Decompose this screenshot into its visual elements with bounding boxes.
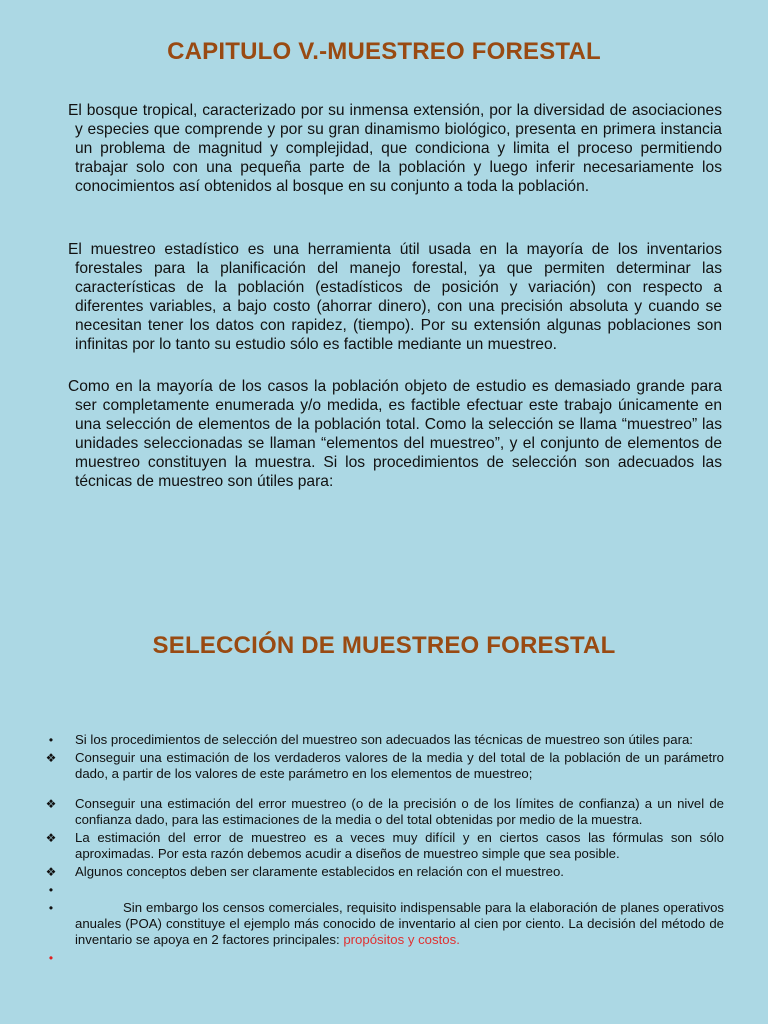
list-item [44,950,724,966]
highlight-text: propósitos y costos. [343,932,460,947]
list-item [44,900,724,948]
list-item-text: Algunos conceptos deben ser claramente establecidos en relación con el muestreo. [75,864,564,879]
list-item [44,796,724,828]
paragraph-intro: El bosque tropical, caracterizado por su inmensa extensión, por la diversidad de asociaciones y especies que comprende y por su gran dinamismo biológico, presenta en primera instancia un problema de magnitud y complejidad, que condiciona y limita el proceso permitiendo trabajar solo con una pequeña parte de la población y luego inferir necesariamente los conocimientos así obtenidos al bosque en su conjunto a toda la población. [68,102,722,195]
list-item-text: Si los procedimientos de selección del muestreo son adecuados las técnicas de muestreo son útiles para: [75,732,693,747]
chapter-title: CAPITULO V.-MUESTREO FORESTAL [167,38,601,65]
list-item [44,882,724,898]
list-item-text: Conseguir una estimación de los verdaderos valores de la media y del total de la población de un parámetro dado, a partir de los valores de este parámetro en los elementos de muestreo; [75,750,724,781]
list-item [44,732,724,748]
red-bullet-icon: • [48,951,54,965]
section-title: SELECCIÓN DE MUESTREO FORESTAL [152,632,616,659]
diamond-bullet-icon: ❖ [45,751,57,765]
diamond-bullet-icon: ❖ [45,865,57,879]
list-item [44,864,724,880]
list-item-text: La estimación del error de muestreo es a veces muy difícil y en ciertos casos las fórmulas son sólo aproximadas. Por esta razón debemos acudir a diseños de muestreo simple que sea posible. [75,830,724,861]
bullet-icon: • [48,733,54,747]
diamond-bullet-icon: ❖ [45,831,57,845]
sampling-list [44,732,724,968]
list-item-text: Conseguir una estimación del error muestreo (o de la precisión o de los límites de confianza) a un nivel de confianza dado, para las estimaciones de la media o del total obtenidas por medio de la muestra. [75,796,724,827]
list-item [44,750,724,782]
bullet-icon: • [48,901,54,915]
diamond-bullet-icon: ❖ [45,797,57,811]
list-item-text: Sin embargo los censos comerciales, requisito indispensable para la elaboración de planes operativos anuales (POA) constituye el ejemplo más conocido de inventario al cien por ciento. La decisión del método de inventario se apoya en 2 factores principales: [75,900,724,947]
bullet-icon: • [48,883,54,897]
list-item [44,830,724,862]
paragraph-statistical-sampling: El muestreo estadístico es una herramienta útil usada en la mayoría de los inventarios forestales para la planificación del manejo forestal, ya que permiten determinar las características de la población (estadísticos de posición y variación) con respecto a diferentes variables, a bajo costo (ahorrar dinero), con una precisión absoluta y cuando se necesitan tener los datos con rapidez, (tiempo). Por su extensión algunas poblaciones son infinitas por lo tanto su estudio sólo es factible mediante un muestreo. [68,241,722,353]
paragraph-population-selection: Como en la mayoría de los casos la población objeto de estudio es demasiado grande para ser completamente enumerada y/o medida, es factible efectuar este trabajo únicamente en una selección de elementos de la población total. Como la selección se llama “muestreo” las unidades seleccionadas se llaman “elementos del muestreo”, y el conjunto de elementos de muestreo constituyen la muestra. Si los procedimientos de selección son adecuados las técnicas de muestreo son útiles para: [68,378,722,490]
